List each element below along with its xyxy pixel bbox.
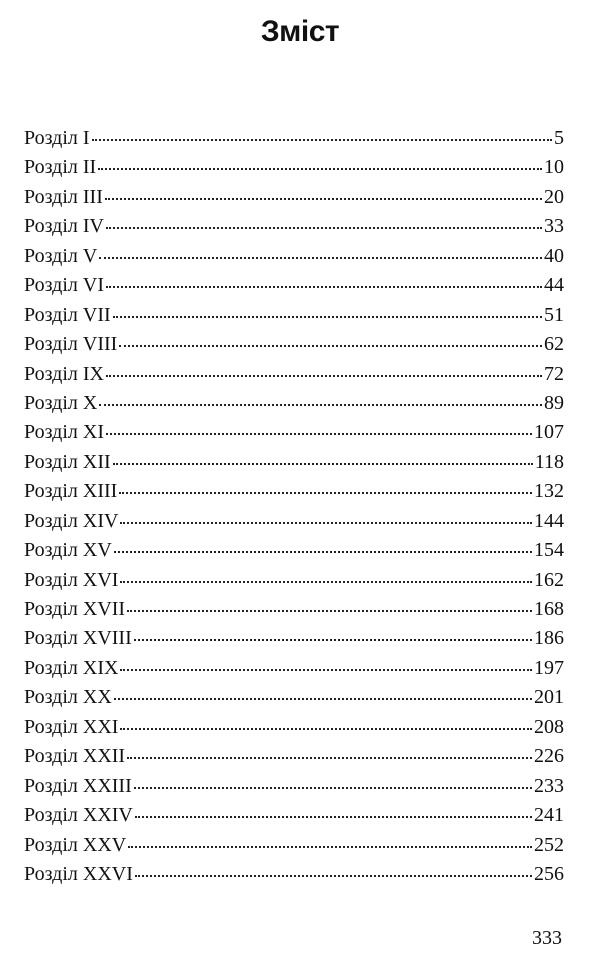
toc-entry-label: Розділ XVIII bbox=[24, 627, 132, 650]
toc-entry-label: Розділ VI bbox=[24, 274, 104, 297]
toc-entry-label: Розділ X bbox=[24, 391, 98, 414]
toc-entry bbox=[24, 507, 564, 536]
page-title: Зміст bbox=[260, 15, 340, 48]
toc-entry bbox=[24, 330, 564, 359]
toc-entry bbox=[24, 448, 564, 477]
toc-entry-label: Розділ VII bbox=[24, 303, 111, 326]
toc-entry-label: Розділ XII bbox=[24, 450, 111, 473]
toc-entry-page: 226 bbox=[534, 745, 564, 768]
dot-leader bbox=[106, 375, 542, 377]
toc-entry-page: 233 bbox=[534, 774, 564, 797]
toc-entry-page: 154 bbox=[534, 539, 564, 562]
toc-entry bbox=[24, 595, 564, 624]
toc-entry bbox=[24, 801, 564, 830]
dot-leader bbox=[135, 816, 532, 818]
toc-entry bbox=[24, 860, 564, 889]
toc-entry bbox=[24, 742, 564, 771]
toc-entry-label: Розділ XI bbox=[24, 421, 104, 444]
dot-leader bbox=[106, 286, 542, 288]
toc-entry-label: Розділ XXII bbox=[24, 745, 126, 768]
toc-entry-label: Розділ XXI bbox=[24, 715, 119, 738]
dot-leader bbox=[119, 492, 532, 494]
toc-entry-label: Розділ II bbox=[24, 156, 97, 179]
dot-leader bbox=[106, 227, 542, 229]
dot-leader bbox=[98, 168, 542, 170]
toc-entry-label: Розділ IV bbox=[24, 215, 104, 238]
page-number: 333 bbox=[532, 927, 562, 949]
toc-entry bbox=[24, 124, 564, 153]
toc-entry bbox=[24, 683, 564, 712]
toc-entry-label: Розділ XIX bbox=[24, 656, 119, 679]
toc-entry-label: Розділ XVII bbox=[24, 598, 126, 620]
toc-entry-page: 186 bbox=[534, 627, 564, 650]
toc-entry bbox=[24, 624, 564, 653]
toc-entry bbox=[24, 271, 564, 300]
toc-entry-label: Розділ XXVI bbox=[24, 862, 133, 885]
toc-entry bbox=[24, 183, 564, 212]
toc-entry bbox=[24, 389, 564, 418]
toc-entry-label: Розділ XXIII bbox=[24, 774, 132, 797]
toc-entry-page: 252 bbox=[534, 833, 564, 856]
toc-entry-page: 118 bbox=[534, 450, 564, 473]
dot-leader bbox=[120, 728, 532, 730]
dot-leader bbox=[105, 198, 542, 200]
toc-entry bbox=[24, 212, 564, 241]
dot-leader bbox=[134, 787, 532, 789]
toc-entry-page: 20 bbox=[544, 185, 564, 208]
dot-leader bbox=[120, 581, 532, 583]
toc-entry-label: Розділ XVI bbox=[24, 568, 119, 591]
toc-entry-page: 62 bbox=[544, 333, 564, 356]
toc-entry-page: 51 bbox=[544, 303, 564, 326]
toc-entry-page: 162 bbox=[534, 568, 564, 591]
toc-entry-page: 72 bbox=[544, 362, 564, 385]
dot-leader bbox=[99, 404, 542, 406]
toc-entry bbox=[24, 242, 564, 271]
toc-entry-label: Розділ V bbox=[24, 244, 98, 267]
dot-leader bbox=[120, 522, 532, 524]
dot-leader bbox=[119, 345, 542, 347]
toc-entry bbox=[24, 477, 564, 506]
dot-leader bbox=[127, 757, 532, 759]
toc-entry-page: 168 bbox=[534, 598, 564, 620]
toc-entry bbox=[24, 831, 564, 860]
toc-entry-label: Розділ III bbox=[24, 185, 103, 208]
dot-leader bbox=[120, 669, 532, 671]
toc-entry-label: Розділ XXIV bbox=[24, 804, 133, 827]
toc-entry-page: 107 bbox=[534, 421, 564, 444]
toc-entry-page: 10 bbox=[544, 156, 564, 179]
toc-entry-label: Розділ XIII bbox=[24, 480, 118, 503]
toc-entry-page: 144 bbox=[534, 509, 564, 532]
toc-entry-page: 208 bbox=[534, 715, 564, 738]
dot-leader bbox=[113, 316, 542, 318]
dot-leader bbox=[92, 139, 552, 141]
dot-leader bbox=[128, 846, 532, 848]
toc-entry bbox=[24, 418, 564, 447]
toc-entry-page: 33 bbox=[544, 215, 564, 238]
toc-entry-label: Розділ IX bbox=[24, 362, 104, 385]
toc-entry bbox=[24, 566, 564, 595]
toc-entry bbox=[24, 301, 564, 330]
toc-entry-page: 201 bbox=[534, 686, 564, 709]
dot-leader bbox=[134, 639, 532, 641]
table-of-contents bbox=[24, 124, 564, 889]
toc-entry bbox=[24, 536, 564, 565]
dot-leader bbox=[113, 463, 533, 465]
toc-entry-label: Розділ VIII bbox=[24, 333, 118, 356]
toc-entry-page: 241 bbox=[534, 804, 564, 827]
dot-leader bbox=[106, 433, 532, 435]
toc-entry bbox=[24, 713, 564, 742]
toc-entry bbox=[24, 772, 564, 801]
toc-entry bbox=[24, 360, 564, 389]
toc-entry-label: Розділ XV bbox=[24, 539, 112, 562]
dot-leader bbox=[114, 551, 532, 553]
toc-entry-page: 197 bbox=[534, 656, 564, 679]
toc-entry-label: Розділ XX bbox=[24, 686, 112, 709]
dot-leader bbox=[114, 698, 532, 700]
toc-entry bbox=[24, 153, 564, 182]
toc-entry-page: 89 bbox=[544, 391, 564, 414]
toc-entry-page: 5 bbox=[554, 127, 564, 149]
toc-entry-page: 256 bbox=[534, 862, 564, 885]
toc-entry bbox=[24, 654, 564, 683]
toc-entry-page: 44 bbox=[544, 274, 564, 297]
dot-leader bbox=[135, 875, 532, 877]
toc-entry-label: Розділ XXV bbox=[24, 833, 127, 856]
dot-leader bbox=[99, 257, 542, 259]
toc-entry-label: Розділ XIV bbox=[24, 509, 119, 532]
toc-entry-page: 132 bbox=[534, 480, 564, 503]
toc-entry-page: 40 bbox=[544, 244, 564, 267]
dot-leader bbox=[127, 610, 532, 612]
toc-entry-label: Розділ I bbox=[24, 127, 90, 149]
